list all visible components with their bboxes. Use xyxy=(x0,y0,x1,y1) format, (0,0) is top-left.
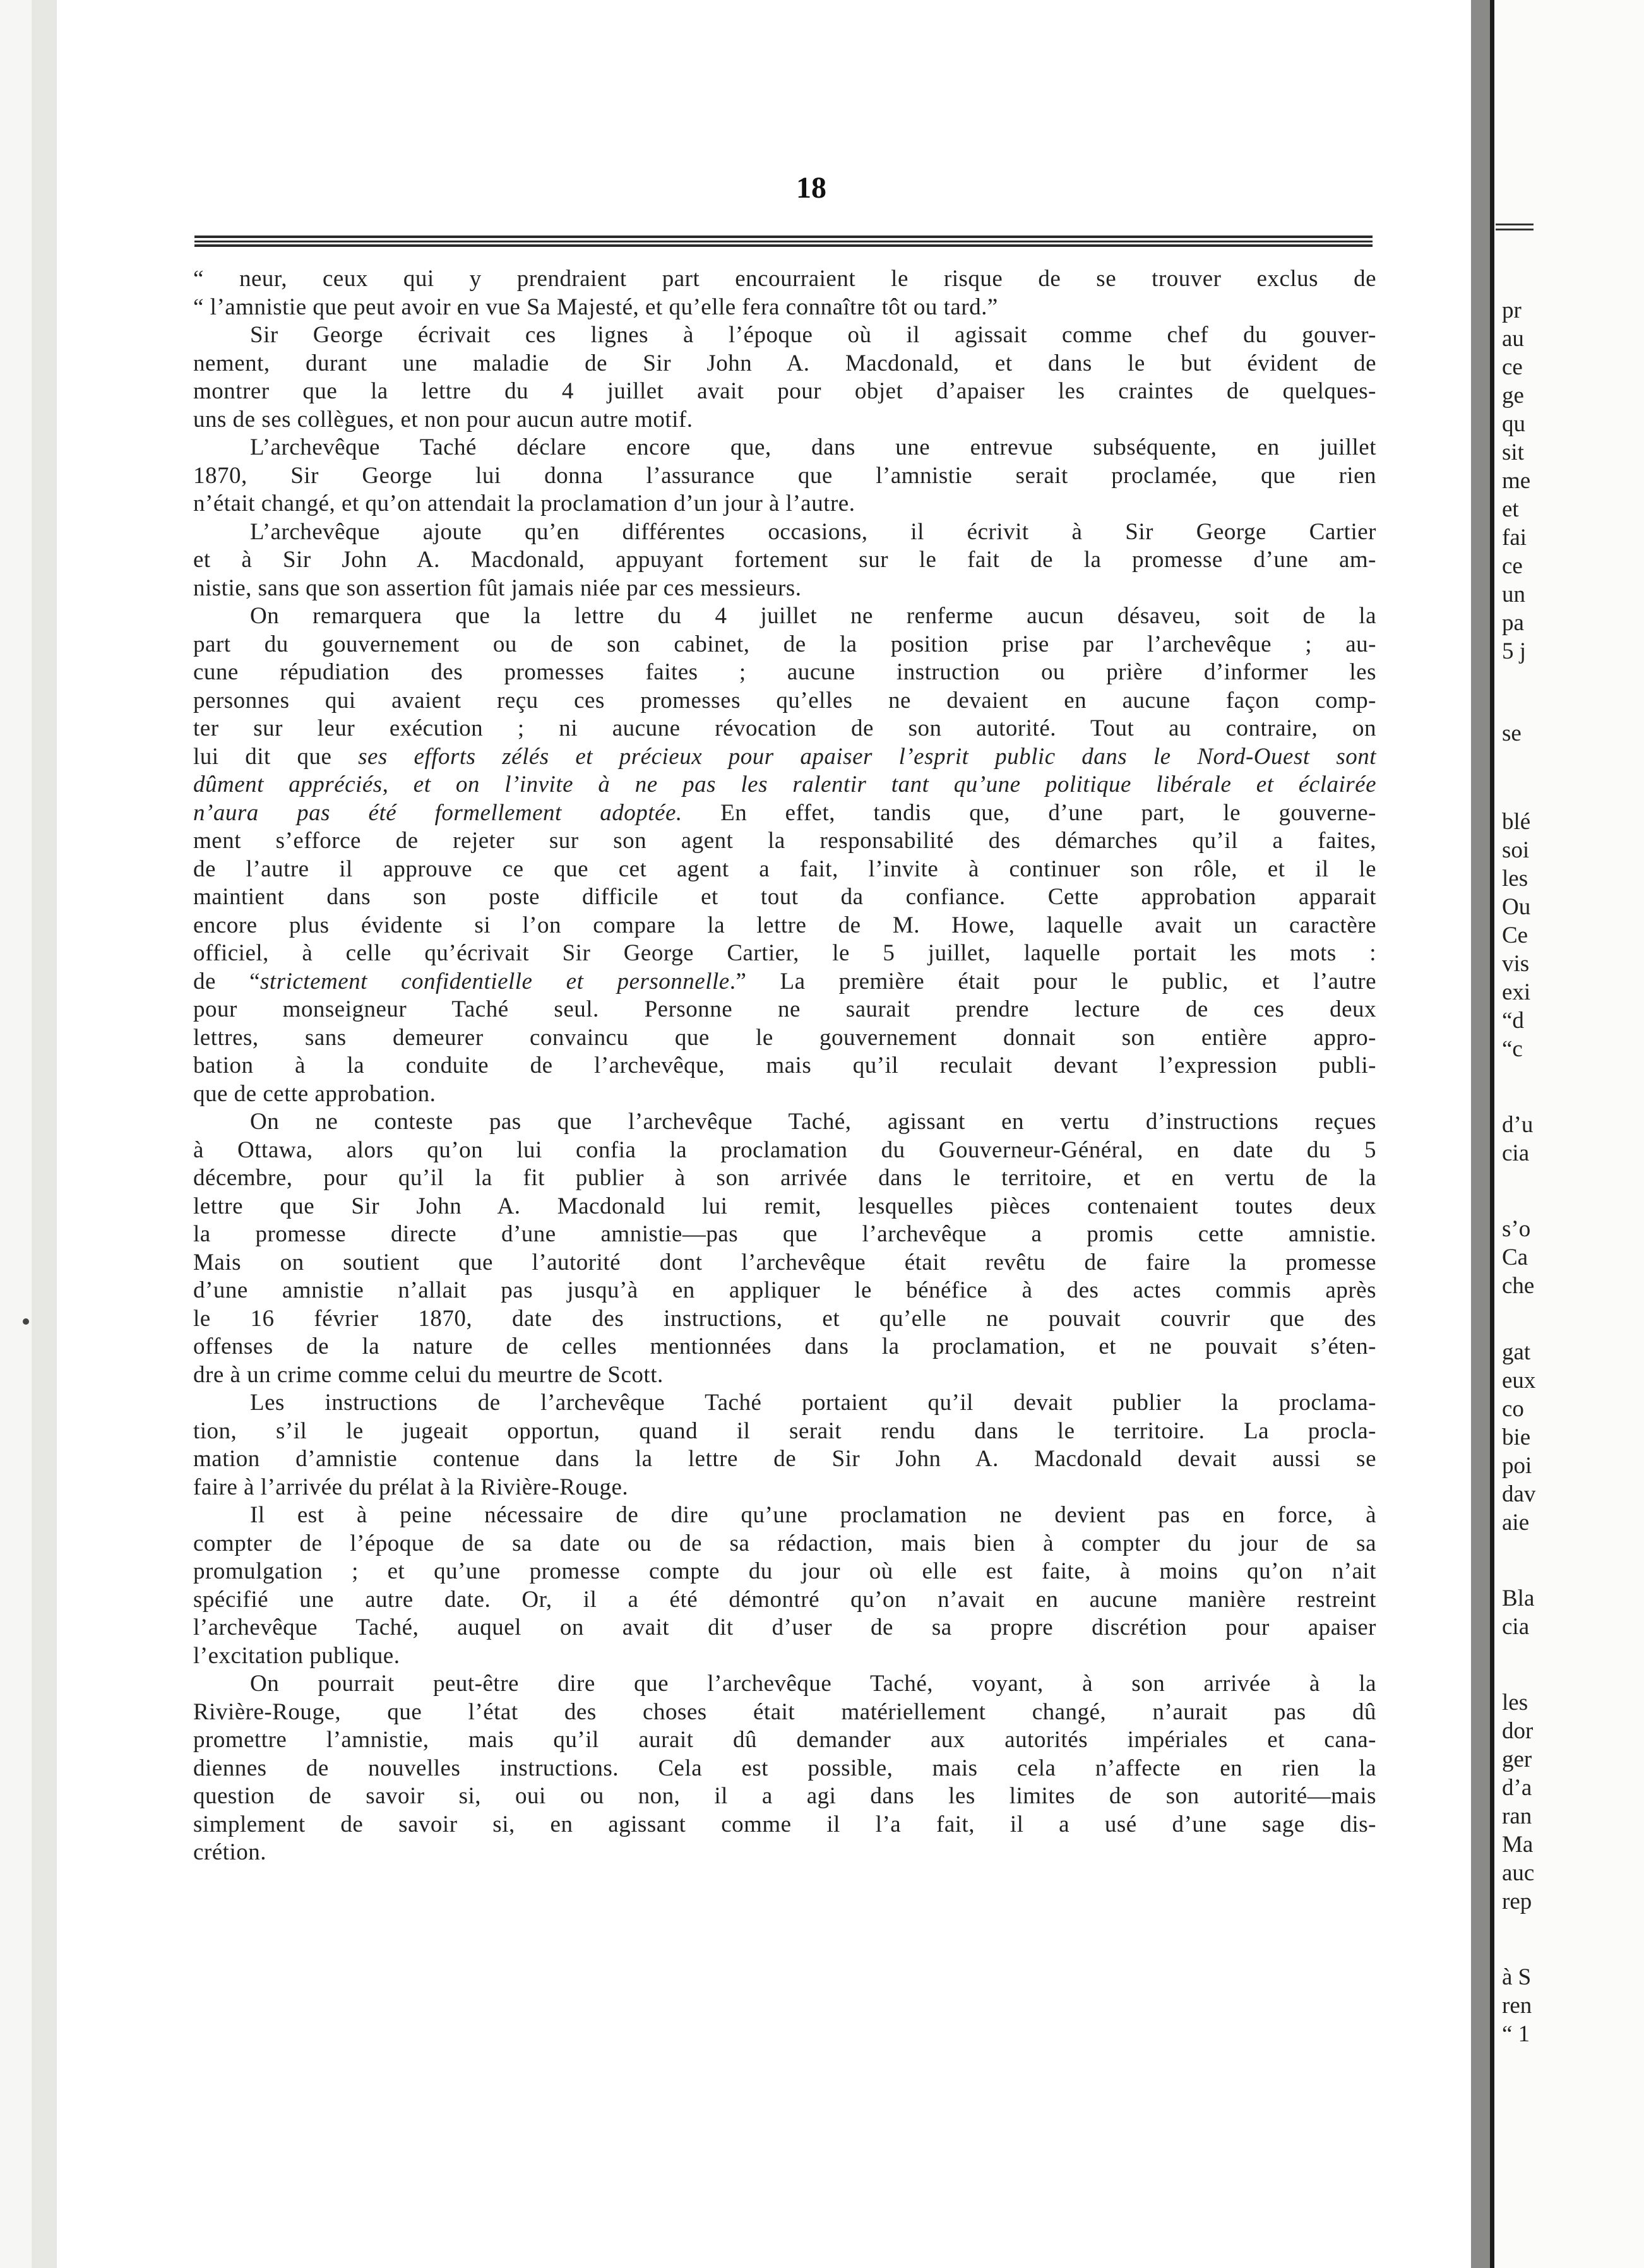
body-text xyxy=(193,265,1376,1867)
facing-page-text: che xyxy=(1502,1273,1535,1299)
text-line: On remarquera que la lettre du 4 juillet ne renferme aucun désaveu, soit de la xyxy=(250,603,1376,629)
text-line: Rivière-Rouge, que l’état des choses était matériellement changé, n’aurait pas dû xyxy=(193,1698,1376,1725)
facing-page-text: rep xyxy=(1502,1889,1532,1914)
text-line: tion, s’il le jugeait opportun, quand il serait rendu dans le territoire. La procla- xyxy=(193,1418,1376,1444)
facing-page-text: ge xyxy=(1502,383,1524,409)
text-line: part du gouvernement ou de son cabinet, de la position prise par l’archevêque ; au- xyxy=(193,631,1376,657)
text-line: officiel, à celle qu’écrivait Sir George Cartier, le 5 juillet, laquelle portait les mots : xyxy=(193,940,1376,966)
text-line: nistie, sans que son assertion fût jamais niée par ces messieurs. xyxy=(193,575,802,601)
text-line: dûment appréciés, et on l’invite à ne pas les ralentir tant qu’une politique libérale et éclairée xyxy=(193,772,1376,797)
facing-page-text: poi xyxy=(1502,1453,1532,1479)
header-rule xyxy=(194,244,1373,247)
facing-page-text: un xyxy=(1502,582,1525,607)
facing-page-text: eux xyxy=(1502,1368,1536,1394)
text-line: promulgation ; et qu’une promesse compte du jour où elle est faite, à moins qu’on n’ait xyxy=(193,1558,1376,1584)
text-line: de “strictement confidentielle et personnelle.” La première était pour le public, et l’autre xyxy=(193,968,1376,994)
facing-page-text: me xyxy=(1502,468,1531,494)
text-line: L’archevêque Taché déclare encore que, dans une entrevue subséquente, en juillet xyxy=(250,434,1376,460)
text-line: à Ottawa, alors qu’on lui confia la proclamation du Gouverneur-Général, en date du 5 xyxy=(193,1137,1376,1163)
facing-page-text: Ma xyxy=(1502,1832,1534,1858)
facing-page-text: aie xyxy=(1502,1510,1530,1536)
facing-page-text: qu xyxy=(1502,411,1525,437)
text-line: lettres, sans demeurer convaincu que le gouvernement donnait son entière appro- xyxy=(193,1024,1376,1051)
facing-page-text: les xyxy=(1502,866,1528,892)
facing-page-text: les xyxy=(1502,1690,1528,1716)
page-gutter-shadow xyxy=(1471,0,1490,2268)
text-line: crétion. xyxy=(193,1839,266,1865)
text-line: “ l’amnistie que peut avoir en vue Sa Majesté, et qu’elle fera connaître tôt ou tard.” xyxy=(193,294,998,320)
text-line: diennes de nouvelles instructions. Cela est possible, mais cela n’affecte en rien la xyxy=(193,1755,1376,1781)
text-line: Mais on soutient que l’autorité dont l’archevêque était revêtu de faire la promesse xyxy=(193,1249,1376,1275)
facing-page-text: pa xyxy=(1502,610,1524,636)
text-line: uns de ses collègues, et non pour aucun autre motif. xyxy=(193,406,693,433)
facing-page-text: fai xyxy=(1502,525,1527,551)
facing-page-text: sit xyxy=(1502,439,1524,465)
page-number: 18 xyxy=(796,171,826,205)
header-rule xyxy=(194,236,1373,238)
facing-page-text: et xyxy=(1502,496,1519,522)
facing-page-text: ger xyxy=(1502,1746,1532,1772)
facing-page-text: dav xyxy=(1502,1481,1536,1507)
text-line: On ne conteste pas que l’archevêque Taché, agissant en vertu d’instructions reçues xyxy=(250,1109,1376,1135)
facing-page-text: Ce xyxy=(1502,922,1528,948)
facing-page-text: gat xyxy=(1502,1339,1531,1365)
facing-page-text: 5 j xyxy=(1502,638,1527,664)
facing-page-rule xyxy=(1496,224,1534,225)
facing-page-text: exi xyxy=(1502,979,1531,1005)
text-line: On pourrait peut-être dire que l’archevêque Taché, voyant, à son arrivée à la xyxy=(250,1671,1376,1697)
left-scan-margin xyxy=(0,0,32,2268)
text-line: bation à la conduite de l’archevêque, mais qu’il reculait devant l’expression publi- xyxy=(193,1053,1376,1078)
facing-page-text: Ou xyxy=(1502,894,1531,920)
text-line: que de cette approbation. xyxy=(193,1080,436,1107)
facing-page-text: “ 1 xyxy=(1502,2021,1530,2047)
scan-speck xyxy=(23,1318,29,1325)
text-line: pour monseigneur Taché seul. Personne ne saurait prendre lecture de ces deux xyxy=(193,996,1376,1022)
text-line: d’une amnistie n’allait pas jusqu’à en appliquer le bénéfice à des actes commis après xyxy=(193,1277,1376,1303)
facing-page-text: ce xyxy=(1502,553,1523,579)
facing-page-text: dor xyxy=(1502,1718,1534,1744)
text-line: montrer que la lettre du 4 juillet avait pour objet d’apaiser les craintes de quelques- xyxy=(193,378,1376,404)
facing-page-text: cia xyxy=(1502,1614,1530,1640)
text-line: lui dit que ses efforts zélés et précieux pour apaiser l’esprit public dans le Nord-Ouest sont xyxy=(193,743,1376,770)
text-line: question de savoir si, oui ou non, il a agi dans les limites de son autorité—mais xyxy=(193,1783,1376,1809)
facing-page-text: au xyxy=(1502,326,1524,352)
text-line: mation d’amnistie contenue dans la lettre de Sir John A. Macdonald devait aussi se xyxy=(193,1446,1376,1472)
text-line: ter sur leur exécution ; ni aucune révocation de son autorité. Tout au contraire, on xyxy=(193,715,1376,741)
text-line: personnes qui avaient reçu ces promesses qu’elles ne devaient en aucune façon comp- xyxy=(193,687,1376,713)
facing-page-text: “c xyxy=(1502,1036,1523,1062)
text-line: et à Sir John A. Macdonald, appuyant fortement sur le fait de la promesse d’une am- xyxy=(193,547,1376,573)
facing-page-text: se xyxy=(1502,720,1522,746)
text-line: Il est à peine nécessaire de dire qu’une proclamation ne devient pas en force, à xyxy=(250,1502,1376,1528)
text-line: l’excitation publique. xyxy=(193,1642,400,1669)
text-line: compter de l’époque de sa date ou de sa rédaction, mais bien à compter du jour de sa xyxy=(193,1530,1376,1556)
text-line: maintient dans son poste difficile et tout da confiance. Cette approbation apparait xyxy=(193,884,1376,910)
facing-page-text: cia xyxy=(1502,1140,1530,1166)
facing-page-text: “d xyxy=(1502,1008,1524,1034)
text-line: cune répudiation des promesses faites ; aucune instruction ou prière d’informer les xyxy=(193,659,1376,685)
facing-page-text: auc xyxy=(1502,1860,1535,1886)
facing-page-text: blé xyxy=(1502,809,1531,835)
facing-page-text: ran xyxy=(1502,1803,1532,1829)
facing-page-text: soi xyxy=(1502,837,1530,863)
text-line: dre à un crime comme celui du meurtre de Scott. xyxy=(193,1361,664,1388)
text-line: “ neur, ceux qui y prendraient part encourraient le risque de se trouver exclus de xyxy=(193,266,1376,292)
text-line: le 16 février 1870, date des instructions, et qu’elle ne pouvait couvrir que des xyxy=(193,1305,1376,1332)
text-line: Sir George écrivait ces lignes à l’époque où il agissait comme chef du gouver- xyxy=(250,322,1376,348)
text-line: L’archevêque ajoute qu’en différentes occasions, il écrivit à Sir George Cartier xyxy=(250,518,1376,545)
facing-page-text: Ca xyxy=(1502,1244,1528,1270)
text-line: l’archevêque Taché, auquel on avait dit d’user de sa propre discrétion pour apaiser xyxy=(193,1614,1376,1640)
text-line: de l’autre il approuve ce que cet agent a fait, l’invite à continuer son rôle, et il le xyxy=(193,856,1376,882)
facing-page-text: ce xyxy=(1502,354,1523,380)
facing-page-text: d’a xyxy=(1502,1775,1532,1801)
facing-page-text: co xyxy=(1502,1396,1524,1422)
text-line: 1870, Sir George lui donna l’assurance que l’amnistie serait proclamée, que rien xyxy=(193,462,1376,489)
facing-page-text: s’o xyxy=(1502,1216,1531,1242)
text-line: offenses de la nature de celles mentionnées dans la proclamation, et ne pouvait s’éten- xyxy=(193,1334,1376,1359)
facing-page-text: d’u xyxy=(1502,1112,1534,1138)
text-line: faire à l’arrivée du prélat à la Rivière-Rouge. xyxy=(193,1474,629,1500)
text-line: spécifié une autre date. Or, il a été démontré qu’on n’avait en aucune manière restreint xyxy=(193,1586,1376,1613)
text-line: ment s’efforce de rejeter sur son agent la responsabilité des démarches qu’il a faites, xyxy=(193,828,1376,854)
facing-page-text: pr xyxy=(1502,297,1522,323)
text-line: décembre, pour qu’il la fit publier à son arrivée dans le territoire, et en vertu de la xyxy=(193,1165,1376,1191)
facing-page-text: bie xyxy=(1502,1424,1531,1450)
text-line: simplement de savoir si, en agissant comme il l’a fait, il a usé d’une sage dis- xyxy=(193,1811,1376,1837)
text-line: encore plus évidente si l’on compare la lettre de M. Howe, laquelle avait un caractère xyxy=(193,912,1376,938)
text-line: promettre l’amnistie, mais qu’il aurait dû demander aux autorités impériales et cana- xyxy=(193,1727,1376,1753)
text-line: nement, durant une maladie de Sir John A. Macdonald, et dans le but évident de xyxy=(193,350,1376,376)
text-line: Les instructions de l’archevêque Taché portaient qu’il devait publier la proclama- xyxy=(250,1390,1376,1416)
page-binding-edge xyxy=(1490,0,1494,2268)
text-line: n’était changé, et qu’on attendait la proclamation d’un jour à l’autre. xyxy=(193,491,855,516)
facing-page-text: vis xyxy=(1502,951,1530,977)
text-line: n’aura pas été formellement adoptée. En effet, tandis que, d’une part, le gouverne- xyxy=(193,799,1376,826)
facing-page-rule xyxy=(1496,229,1534,230)
text-line: lettre que Sir John A. Macdonald lui remit, lesquelles pièces contenaient toutes deux xyxy=(193,1193,1376,1219)
text-line: la promesse directe d’une amnistie—pas que l’archevêque a promis cette amnistie. xyxy=(193,1221,1376,1247)
header-rule xyxy=(194,241,1373,242)
facing-page-text: à S xyxy=(1502,1964,1532,1990)
facing-page-text: Bla xyxy=(1502,1585,1535,1611)
facing-page-text: ren xyxy=(1502,1993,1532,2019)
facing-page-fragment xyxy=(1494,0,1644,2268)
